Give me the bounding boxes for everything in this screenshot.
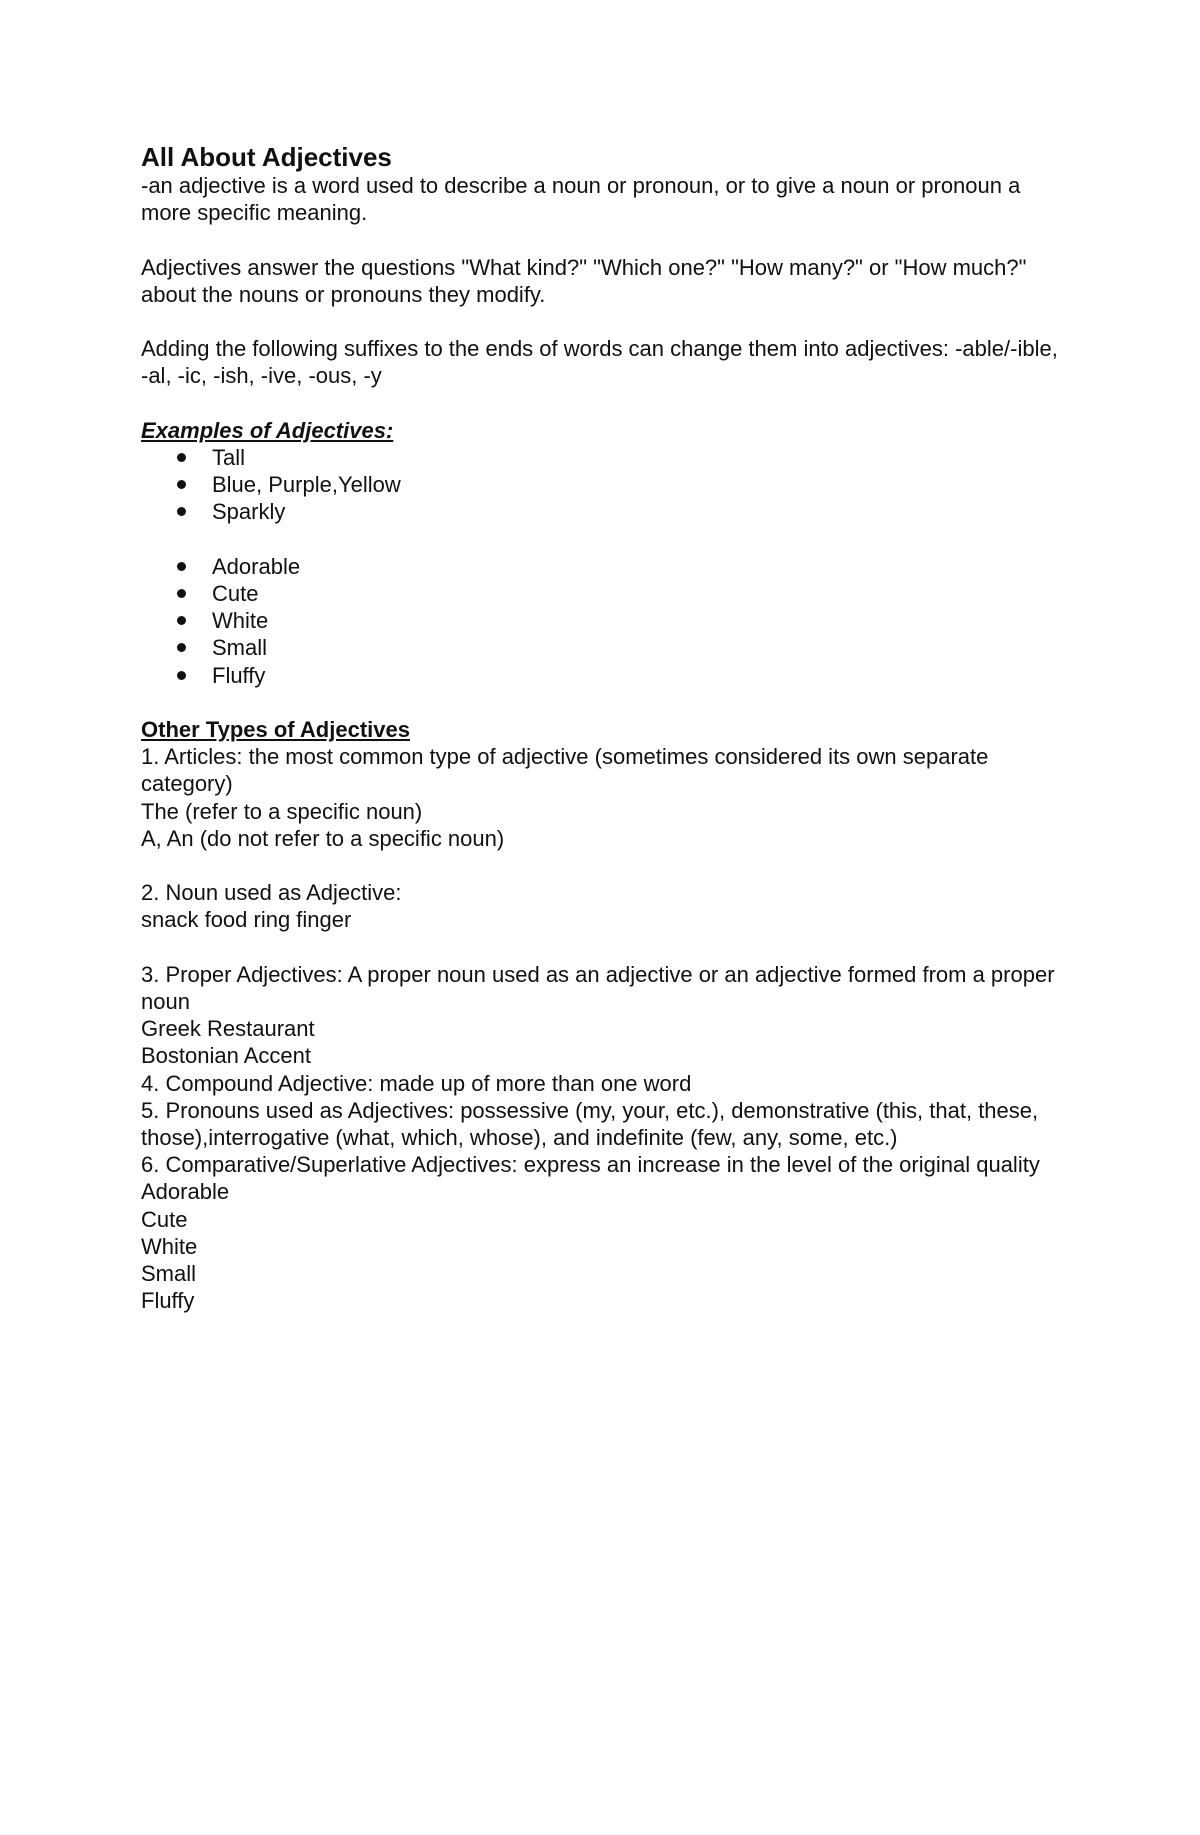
list-item-text: Cute bbox=[212, 580, 259, 606]
list-item-text: Fluffy bbox=[212, 662, 266, 688]
suffixes-text: Adding the following suffixes to the ends of words can change them into adjectives: -able/-ible, -al, -ic, -ish, -ive, -ous, -y bbox=[141, 336, 1058, 389]
spacer bbox=[141, 852, 1071, 879]
bullet-icon bbox=[177, 589, 186, 598]
bullet-icon bbox=[177, 671, 186, 680]
proper-adjective-example-2: Bostonian Accent bbox=[141, 1043, 312, 1069]
list-item bbox=[141, 444, 1071, 471]
questions-text: Adjectives answer the questions "What kind?" "Which one?" "How many?" or "How much?" about the nouns or pronouns they modify. bbox=[141, 254, 1027, 307]
list-item bbox=[141, 580, 1071, 607]
spacer bbox=[141, 526, 1071, 553]
definition-text: -an adjective is a word used to describe a noun or pronoun, or to give a noun or pronoun a more specific meaning. bbox=[141, 173, 1021, 226]
trailing-word: Adorable bbox=[141, 1179, 230, 1205]
bullet-icon bbox=[177, 643, 186, 652]
list-item bbox=[141, 498, 1071, 525]
spacer bbox=[141, 308, 1071, 335]
noun-adjective-text: 2. Noun used as Adjective: bbox=[141, 880, 402, 906]
list-item bbox=[141, 634, 1071, 661]
list-item-text: White bbox=[212, 608, 269, 634]
articles-the-text: The (refer to a specific noun) bbox=[141, 798, 423, 824]
articles-text: 1. Articles: the most common type of adjective (sometimes considered its own separate category) bbox=[141, 744, 989, 797]
list-item-text: Blue, Purple,Yellow bbox=[212, 472, 401, 498]
list-item-text: Adorable bbox=[212, 553, 301, 579]
proper-adjective-text: 3. Proper Adjectives: A proper noun used as an adjective or an adjective formed from a proper noun bbox=[141, 961, 1055, 1014]
bullet-icon bbox=[177, 616, 186, 625]
bullet-icon bbox=[177, 480, 186, 489]
pronoun-adjective-text: 5. Pronouns used as Adjectives: possessive (my, your, etc.), demonstrative (this, that, these, those),interrogative (what, which, whose), and indefinite (few, any, some, etc.) bbox=[141, 1097, 1039, 1150]
trailing-word: Small bbox=[141, 1261, 197, 1287]
examples-list-2 bbox=[141, 553, 1071, 689]
spacer bbox=[141, 934, 1071, 961]
trailing-word: White bbox=[141, 1233, 198, 1259]
noun-adjective-example: snack food ring finger bbox=[141, 907, 352, 933]
list-item bbox=[141, 471, 1071, 498]
list-item bbox=[141, 607, 1071, 634]
trailing-word: Fluffy bbox=[141, 1288, 195, 1314]
list-item bbox=[141, 662, 1071, 689]
examples-list-1 bbox=[141, 444, 1071, 526]
document-title: All About Adjectives bbox=[141, 142, 392, 172]
articles-a-an-text: A, An (do not refer to a specific noun) bbox=[141, 825, 505, 851]
list-item-text: Sparkly bbox=[212, 499, 286, 525]
spacer bbox=[141, 390, 1071, 417]
bullet-icon bbox=[177, 562, 186, 571]
list-item-text: Small bbox=[212, 635, 268, 661]
list-item-text: Tall bbox=[212, 444, 246, 470]
bullet-icon bbox=[177, 507, 186, 516]
list-item bbox=[141, 553, 1071, 580]
spacer bbox=[141, 226, 1071, 253]
proper-adjective-example-1: Greek Restaurant bbox=[141, 1016, 315, 1042]
bullet-icon bbox=[177, 453, 186, 462]
spacer bbox=[141, 689, 1071, 716]
examples-heading: Examples of Adjectives: bbox=[141, 417, 394, 443]
trailing-word: Cute bbox=[141, 1206, 188, 1232]
document-page bbox=[141, 142, 1071, 1314]
comparative-adjective-text: 6. Comparative/Superlative Adjectives: express an increase in the level of the original quality bbox=[141, 1152, 1040, 1178]
other-types-heading: Other Types of Adjectives bbox=[141, 716, 410, 742]
compound-adjective-text: 4. Compound Adjective: made up of more than one word bbox=[141, 1070, 692, 1096]
